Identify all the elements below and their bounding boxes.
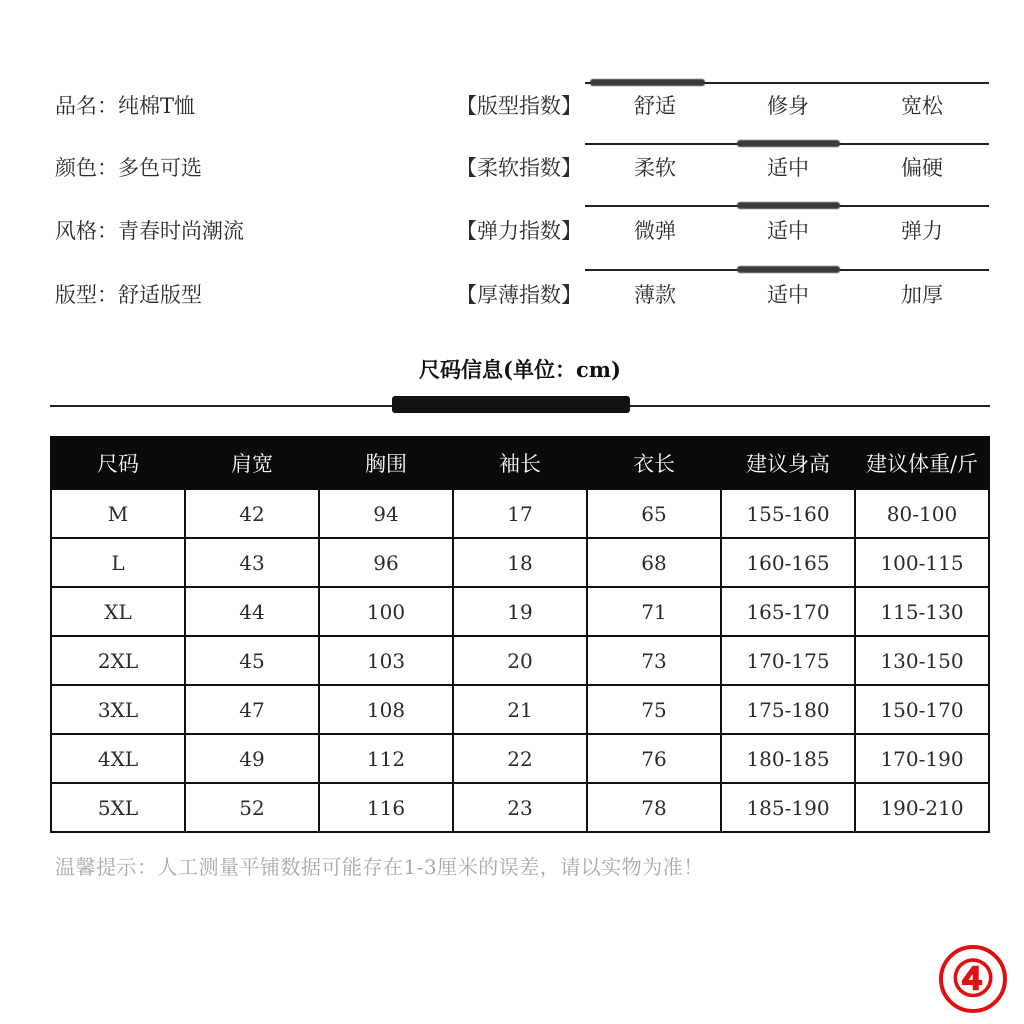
table-row xyxy=(51,489,989,538)
product-fit: 版型：舒适版型 xyxy=(55,283,202,307)
table-cell: 17 xyxy=(453,489,587,538)
table-cell: 52 xyxy=(185,783,319,832)
index-label: 【版型指数】 xyxy=(456,94,582,118)
index-option: 宽松 xyxy=(901,94,943,118)
table-cell: 23 xyxy=(453,783,587,832)
table-cell: XL xyxy=(51,587,185,636)
table-cell: 78 xyxy=(587,783,721,832)
header-chest: 胸围 xyxy=(319,437,453,489)
table-cell: 185-190 xyxy=(721,783,855,832)
table-cell: 165-170 xyxy=(721,587,855,636)
header-shoulder: 肩宽 xyxy=(185,437,319,489)
table-cell: 47 xyxy=(185,685,319,734)
measurement-note: 温馨提示：人工测量平铺数据可能存在1-3厘米的误差，请以实物为准！ xyxy=(55,855,704,879)
table-cell: 4XL xyxy=(51,734,185,783)
table-row xyxy=(51,636,989,685)
index-selected-marker xyxy=(590,79,705,86)
table-cell: 21 xyxy=(453,685,587,734)
table-cell: 5XL xyxy=(51,783,185,832)
table-cell: 43 xyxy=(185,538,319,587)
table-cell: 68 xyxy=(587,538,721,587)
table-cell: 160-165 xyxy=(721,538,855,587)
table-cell: 75 xyxy=(587,685,721,734)
table-cell: 45 xyxy=(185,636,319,685)
index-label: 【柔软指数】 xyxy=(456,156,582,180)
table-row xyxy=(51,538,989,587)
table-cell: 103 xyxy=(319,636,453,685)
header-sleeve: 袖长 xyxy=(453,437,587,489)
table-cell: 20 xyxy=(453,636,587,685)
index-option: 适中 xyxy=(767,156,809,180)
table-body xyxy=(51,489,989,832)
table-cell: 112 xyxy=(319,734,453,783)
index-selected-marker xyxy=(737,140,840,147)
table-cell: 130-150 xyxy=(855,636,989,685)
table-cell: 73 xyxy=(587,636,721,685)
table-cell: 3XL xyxy=(51,685,185,734)
section-divider-bar xyxy=(392,396,630,413)
table-cell: 115-130 xyxy=(855,587,989,636)
table-cell: L xyxy=(51,538,185,587)
table-cell: M xyxy=(51,489,185,538)
table-cell: 96 xyxy=(319,538,453,587)
table-cell: 76 xyxy=(587,734,721,783)
table-cell: 180-185 xyxy=(721,734,855,783)
table-cell: 100 xyxy=(319,587,453,636)
table-cell: 18 xyxy=(453,538,587,587)
table-cell: 116 xyxy=(319,783,453,832)
table-row xyxy=(51,685,989,734)
header-size: 尺码 xyxy=(51,437,185,489)
table-cell: 22 xyxy=(453,734,587,783)
index-option: 薄款 xyxy=(634,283,676,307)
table-row xyxy=(51,734,989,783)
table-cell: 175-180 xyxy=(721,685,855,734)
index-option: 柔软 xyxy=(634,156,676,180)
index-option: 偏硬 xyxy=(901,156,943,180)
product-name: 品名：纯棉T恤 xyxy=(55,94,196,118)
index-option: 适中 xyxy=(767,219,809,243)
index-option: 修身 xyxy=(767,94,809,118)
table-cell: 150-170 xyxy=(855,685,989,734)
index-label: 【厚薄指数】 xyxy=(456,283,582,307)
header-length: 衣长 xyxy=(587,437,721,489)
table-cell: 94 xyxy=(319,489,453,538)
table-cell: 65 xyxy=(587,489,721,538)
size-table xyxy=(50,436,990,833)
table-cell: 170-175 xyxy=(721,636,855,685)
table-cell: 170-190 xyxy=(855,734,989,783)
table-cell: 155-160 xyxy=(721,489,855,538)
table-header-row xyxy=(51,437,989,489)
table-cell: 108 xyxy=(319,685,453,734)
table-cell: 100-115 xyxy=(855,538,989,587)
table-cell: 44 xyxy=(185,587,319,636)
index-option: 加厚 xyxy=(901,283,943,307)
page-number-badge: ④ xyxy=(939,945,1007,1013)
index-option: 舒适 xyxy=(634,94,676,118)
index-option: 弹力 xyxy=(901,219,943,243)
table-cell: 19 xyxy=(453,587,587,636)
table-cell: 190-210 xyxy=(855,783,989,832)
index-label: 【弹力指数】 xyxy=(456,219,582,243)
product-style: 风格：青春时尚潮流 xyxy=(55,219,244,243)
product-color: 颜色：多色可选 xyxy=(55,156,202,180)
index-option: 适中 xyxy=(767,283,809,307)
table-cell: 42 xyxy=(185,489,319,538)
table-cell: 80-100 xyxy=(855,489,989,538)
table-cell: 71 xyxy=(587,587,721,636)
header-weight: 建议体重/斤 xyxy=(855,437,989,489)
table-row xyxy=(51,587,989,636)
header-height: 建议身高 xyxy=(721,437,855,489)
table-row xyxy=(51,783,989,832)
table-cell: 2XL xyxy=(51,636,185,685)
section-title: 尺码信息(单位：cm) xyxy=(419,357,621,382)
table-cell: 49 xyxy=(185,734,319,783)
index-option: 微弹 xyxy=(634,219,676,243)
index-selected-marker xyxy=(737,202,840,209)
index-selected-marker xyxy=(737,266,840,273)
